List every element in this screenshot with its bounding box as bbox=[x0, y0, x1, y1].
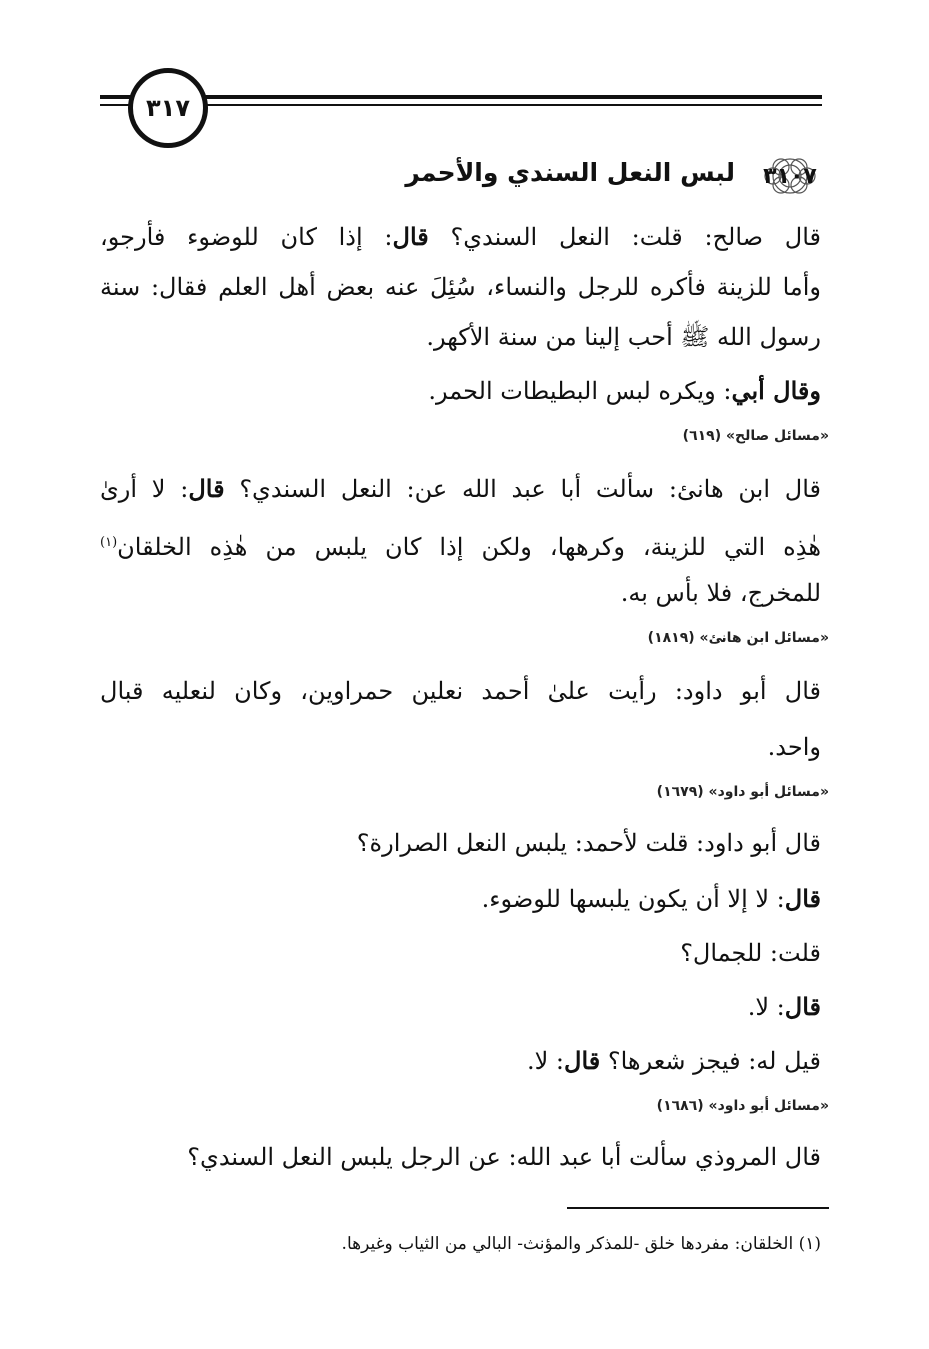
text-run: هٰذِه التي للزينة، وكرهها، ولكن إذا كان يلبس من هٰذِه الخلقان bbox=[117, 533, 822, 561]
text-line bbox=[748, 992, 821, 1022]
text-line bbox=[768, 732, 821, 762]
text-run: قال أبو داود: رأيت علىٰ أحمد نعلين حمراوين، وكان لنعليه قبال bbox=[100, 677, 821, 705]
text-line bbox=[100, 474, 821, 504]
text-run: : لا إلا أن يكون يلبسها للوضوء. bbox=[481, 885, 785, 913]
text-run: قال المروذي سألت أبا عبد الله: عن الرجل يلبس النعل السندي؟ bbox=[187, 1143, 821, 1171]
text-line bbox=[100, 222, 821, 252]
footnote: (١) الخلقان: مفردها خلق -للمذكر والمؤنث- البالي من الثياب وغيرها. bbox=[341, 1234, 821, 1254]
bold-keyword: قال bbox=[392, 222, 429, 251]
text-run: : لا. bbox=[747, 993, 785, 1021]
text-line bbox=[680, 938, 821, 968]
text-run: قال أبو داود: قلت لأحمد: يلبس النعل الصرارة؟ bbox=[356, 829, 821, 857]
page-number: ٣١٧ bbox=[146, 94, 190, 122]
source-reference: «مسائل ابن هانئ» (١٨١٩) bbox=[647, 630, 829, 646]
text-run: قال ابن هانئ: سألت أبا عبد الله عن: النعل السندي؟ bbox=[224, 475, 821, 503]
source-reference: «مسائل صالح» (٦١٩) bbox=[682, 428, 829, 444]
text-line bbox=[100, 528, 821, 562]
text-run: قال صالح: قلت: النعل السندي؟ bbox=[428, 223, 822, 251]
chapter-title: لبس النعل السندي والأحمر bbox=[405, 158, 735, 187]
text-line bbox=[527, 1046, 821, 1076]
chapter-number: ٣١٠٧ bbox=[763, 163, 817, 189]
text-run: للمخرج، فلا بأس به. bbox=[620, 579, 821, 607]
bold-keyword: قال bbox=[564, 1046, 601, 1075]
text-line bbox=[426, 322, 821, 352]
text-run: قلت: للجمال؟ bbox=[680, 939, 821, 967]
text-line bbox=[482, 884, 821, 914]
source-reference: «مسائل أبو داود» (١٦٧٩) bbox=[656, 784, 829, 800]
text-line bbox=[100, 676, 821, 706]
text-line bbox=[357, 828, 821, 858]
bold-keyword: قال bbox=[188, 474, 225, 503]
bold-keyword: وقال أبي bbox=[731, 376, 821, 405]
text-line bbox=[621, 578, 821, 608]
source-reference: «مسائل أبو داود» (١٦٨٦) bbox=[656, 1098, 829, 1114]
text-line bbox=[187, 1142, 821, 1172]
header-rule-top bbox=[100, 95, 822, 99]
text-run: رسول الله ﷺ أحب إلينا من سنة الأكهر. bbox=[426, 323, 821, 351]
text-run: وأما للزينة فأكره للرجل والنساء، سُئِلَ عنه بعض أهل العلم فقال: سنة bbox=[100, 273, 821, 301]
text-run: قيل له: فيجز شعرها؟ bbox=[600, 1047, 821, 1075]
text-run: : لا. bbox=[526, 1047, 564, 1075]
text-run: واحد. bbox=[767, 733, 821, 761]
bold-keyword: قال bbox=[784, 992, 821, 1021]
chapter-number-badge bbox=[751, 156, 829, 196]
footnote-marker: (١) bbox=[100, 535, 118, 550]
page-number-badge bbox=[128, 68, 208, 148]
text-run: : لا أرىٰ bbox=[100, 475, 189, 503]
text-run: : ويكره لبس البطيطات الحمر. bbox=[428, 377, 732, 405]
header-rule-bottom bbox=[100, 104, 822, 106]
text-run: : إذا كان للوضوء فأرجو، bbox=[100, 223, 393, 251]
text-line bbox=[100, 272, 821, 302]
chapter-title-row bbox=[269, 154, 829, 200]
bold-keyword: قال bbox=[784, 884, 821, 913]
text-line bbox=[428, 376, 821, 406]
footnote-divider bbox=[567, 1207, 829, 1209]
